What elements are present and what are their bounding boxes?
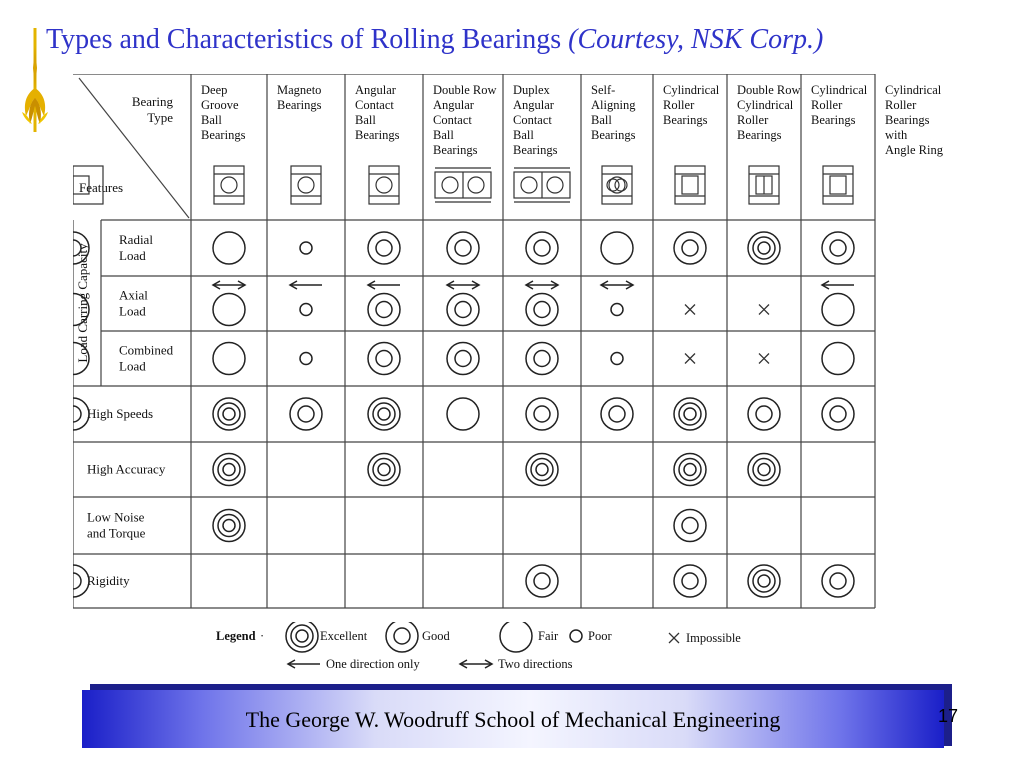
- rating-excellent-symbol: [368, 454, 400, 486]
- row-label-line: High Accuracy: [87, 461, 166, 477]
- rating-excellent-symbol: [213, 510, 245, 542]
- legend-poor-label: Poor: [588, 629, 612, 643]
- column-header-line: Groove: [201, 98, 239, 112]
- column-header-line: Angular: [513, 98, 554, 112]
- rating-good-symbol: [526, 398, 558, 430]
- column-header-line: Deep: [201, 83, 228, 97]
- column-header-line: Contact: [433, 113, 472, 127]
- duplex-angular-contact-bearing-icon: [514, 168, 570, 202]
- slide-title-main: Types and Characteristics of Rolling Bearings: [46, 24, 569, 55]
- rating-excellent-symbol: [526, 454, 558, 486]
- legend-one-direction-label: One direction only: [326, 657, 420, 671]
- column-header-line: Contact: [513, 113, 552, 127]
- rating-good-symbol: [674, 565, 706, 597]
- column-header-line: Bearings: [811, 113, 856, 127]
- double-row-angular-contact-bearing-icon: [435, 168, 491, 202]
- footer-text: The George W. Woodruff School of Mechanical Engineering: [245, 707, 781, 732]
- rating-fair-symbol: [213, 232, 245, 264]
- rating-excellent-symbol: [748, 565, 780, 597]
- rating-good-symbol: [748, 398, 780, 430]
- footer-banner: [82, 690, 944, 748]
- column-header-line: Bearings: [355, 128, 400, 142]
- rating-good-symbol: [368, 232, 400, 264]
- slide-title: [46, 22, 1016, 58]
- column-header-line: Bearings: [201, 128, 246, 142]
- column-header-line: Ball: [513, 128, 534, 142]
- column-header-line: Bearings: [885, 113, 930, 127]
- rating-good-symbol: [447, 294, 479, 326]
- rating-fair-symbol: [822, 294, 854, 326]
- two-directions-arrow-icon: [213, 281, 245, 289]
- legend-bullet: ·: [260, 629, 265, 643]
- column-header-line: Cylindrical: [663, 83, 720, 97]
- slide-title-courtesy: (Courtesy, NSK Corp.): [568, 24, 824, 55]
- two-directions-arrow-icon: [526, 281, 558, 289]
- legend-graphic: [214, 622, 814, 678]
- column-header-line: Contact: [355, 98, 394, 112]
- double-row-cylindrical-roller-bearing-icon: [749, 166, 779, 204]
- rating-poor-symbol: [570, 630, 582, 642]
- row-label-line: Low Noise: [87, 509, 145, 525]
- rating-good-symbol: [526, 232, 558, 264]
- column-header-line: Ball: [433, 128, 454, 142]
- angular-contact-ball-bearing-icon: [369, 166, 399, 204]
- rating-excellent-symbol: [674, 398, 706, 430]
- column-header-line: Angular: [433, 98, 474, 112]
- row-label-line: Rigidity: [87, 573, 130, 588]
- column-header-line: Bearings: [277, 98, 322, 112]
- legend-fair-label: Fair: [538, 629, 559, 643]
- rating-poor-symbol: [611, 353, 623, 365]
- rating-good-symbol: [290, 398, 322, 430]
- one-direction-arrow-icon: [368, 281, 400, 289]
- rating-good-symbol: [822, 232, 854, 264]
- rating-excellent-symbol: [213, 454, 245, 486]
- rating-excellent-symbol: [213, 398, 245, 430]
- column-header-line: Roller: [811, 98, 843, 112]
- rating-excellent-symbol: [368, 398, 400, 430]
- rating-fair-symbol: [601, 232, 633, 264]
- deep-groove-ball-bearing-icon: [214, 166, 244, 204]
- column-header-line: Bearings: [663, 113, 708, 127]
- rating-impossible-symbol: [759, 354, 769, 364]
- rating-poor-symbol: [300, 353, 312, 365]
- column-header-line: Double Row: [433, 83, 497, 97]
- column-header-line: Roller: [885, 98, 917, 112]
- rating-excellent-symbol: [748, 454, 780, 486]
- one-direction-arrow-icon: [290, 281, 322, 289]
- rating-fair-symbol: [500, 622, 532, 652]
- rating-good-symbol: [674, 232, 706, 264]
- row-label-line: Combined: [119, 342, 174, 358]
- rating-good-symbol: [368, 343, 400, 375]
- row-label-line: Load: [119, 248, 146, 263]
- legend-good-label: Good: [422, 629, 450, 643]
- row-label-line: and Torque: [87, 525, 146, 541]
- rating-poor-symbol: [611, 304, 623, 316]
- rating-excellent-symbol: [674, 454, 706, 486]
- rating-excellent-symbol: [286, 622, 318, 652]
- rating-good-symbol: [601, 398, 633, 430]
- column-header-line: Angular: [355, 83, 396, 97]
- legend-impossible-label: Impossible: [686, 631, 741, 645]
- one-direction-arrow-icon: [288, 660, 320, 668]
- legend-title: Legend: [216, 629, 256, 643]
- corner-label-type: Type: [147, 110, 173, 125]
- rating-good-symbol: [368, 294, 400, 326]
- column-header-line: Roller: [737, 113, 769, 127]
- bearing-table-graphic: [73, 74, 961, 616]
- legend: [214, 622, 814, 678]
- rating-impossible-symbol: [685, 305, 695, 315]
- legend-excellent-label: Excellent: [320, 629, 368, 643]
- corner-label-bearing: Bearing: [131, 94, 173, 109]
- rating-fair-symbol: [213, 343, 245, 375]
- column-header-line: Bearings: [433, 143, 478, 157]
- rating-good-symbol: [526, 565, 558, 597]
- self-aligning-ball-bearing-icon: [602, 166, 632, 204]
- column-header-line: Double Row: [737, 83, 801, 97]
- column-header-line: Ball: [201, 113, 222, 127]
- rating-excellent-symbol: [748, 232, 780, 264]
- column-header-line: Ball: [591, 113, 612, 127]
- two-directions-arrow-icon: [601, 281, 633, 289]
- rating-good-symbol: [822, 565, 854, 597]
- legend-two-directions-label: Two directions: [498, 657, 573, 671]
- column-header-line: Duplex: [513, 83, 550, 97]
- bearing-characteristics-table: [73, 74, 961, 616]
- row-label-line: Radial: [119, 232, 153, 247]
- rating-good-symbol: [674, 510, 706, 542]
- two-directions-arrow-icon: [460, 660, 492, 668]
- row-label-line: High Speeds: [87, 406, 154, 421]
- rating-good-symbol: [386, 622, 418, 652]
- rating-impossible-symbol: [759, 305, 769, 315]
- rating-good-symbol: [526, 294, 558, 326]
- column-header-line: Bearings: [513, 143, 558, 157]
- column-header-line: Cylindrical: [811, 83, 868, 97]
- column-header-line: Roller: [663, 98, 695, 112]
- rating-impossible-symbol: [669, 633, 679, 643]
- corner-label-features: Features: [79, 180, 124, 195]
- group-label-load-capacity: Load Carring Capacity: [75, 243, 90, 363]
- column-header-line: Bearings: [737, 128, 782, 142]
- rating-fair-symbol: [447, 398, 479, 430]
- cylindrical-roller-bearing-icon: [675, 166, 705, 204]
- column-header-line: Bearings: [591, 128, 636, 142]
- two-directions-arrow-icon: [447, 281, 479, 289]
- magneto-bearing-icon: [291, 166, 321, 204]
- rating-fair-symbol: [213, 294, 245, 326]
- rating-impossible-symbol: [685, 354, 695, 364]
- one-direction-arrow-icon: [822, 281, 854, 289]
- rating-poor-symbol: [300, 304, 312, 316]
- column-header-line: with: [885, 128, 908, 142]
- row-label-line: Load: [119, 303, 146, 319]
- rating-good-symbol: [822, 398, 854, 430]
- row-label-line: Load: [119, 358, 146, 374]
- column-header-line: Magneto: [277, 83, 322, 97]
- column-header-line: Cylindrical: [885, 83, 942, 97]
- column-header-line: Ball: [355, 113, 376, 127]
- column-header-line: Aligning: [591, 98, 636, 112]
- page-number: 17: [938, 706, 959, 726]
- row-label-line: Axial: [119, 287, 148, 303]
- column-header-line: Angle Ring: [885, 143, 943, 157]
- rating-good-symbol: [526, 343, 558, 375]
- rating-good-symbol: [447, 343, 479, 375]
- cylindrical-roller-bearing-flanged-icon: [823, 166, 853, 204]
- rating-good-symbol: [447, 232, 479, 264]
- rating-fair-symbol: [822, 343, 854, 375]
- column-header-line: Self-: [591, 83, 616, 97]
- column-header-line: Cylindrical: [737, 98, 794, 112]
- rating-poor-symbol: [300, 242, 312, 254]
